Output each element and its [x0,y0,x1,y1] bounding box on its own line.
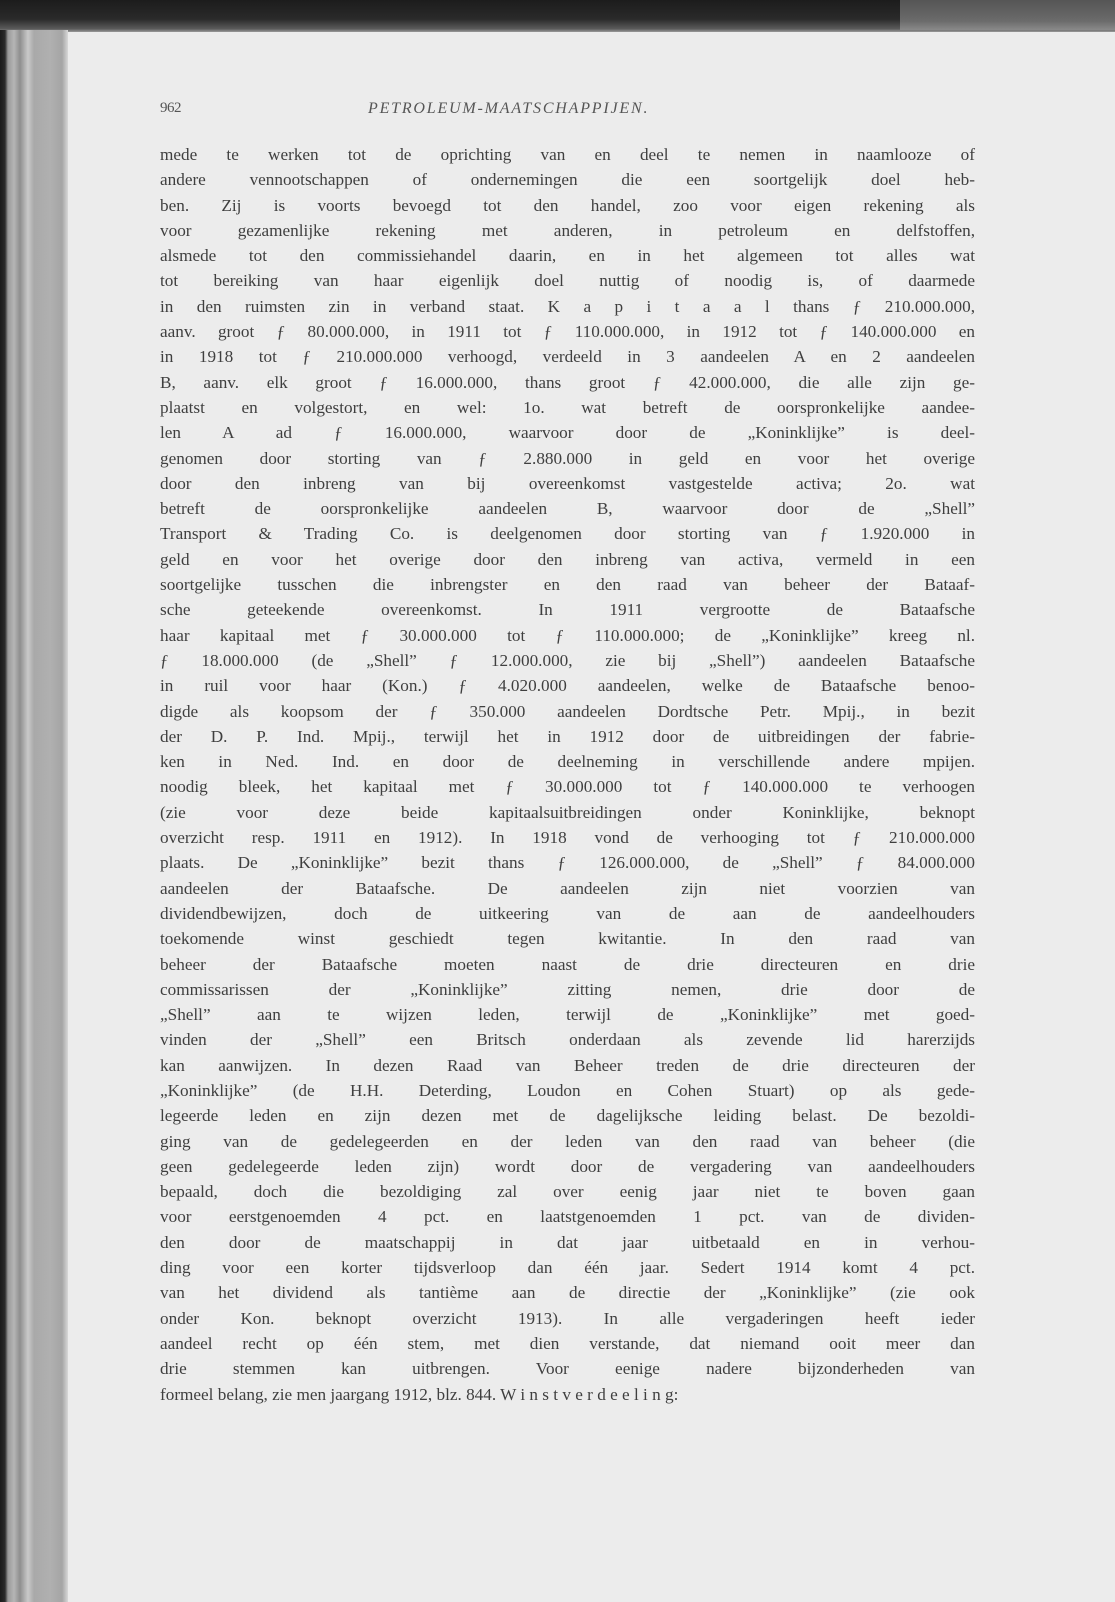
text-line: aandeelen der Bataafsche. De aandeelen zijn niet voorzien van [160,878,975,898]
text-line: haar kapitaal met ƒ 30.000.000 tot ƒ 110.000.000; de „Koninklijke” kreeg nl. [160,625,975,645]
text-line: der D. P. Ind. Mpij., terwijl het in 1912 door de uitbreidingen der fabrie- [160,726,975,746]
text-line: drie stemmen kan uitbrengen. Voor eenige nadere bijzonderheden van [160,1359,975,1379]
text-line: in 1918 tot ƒ 210.000.000 verhoogd, verdeeld in 3 aandeelen A en 2 aandeelen [160,347,975,367]
scan-top-edge-right [900,0,1115,30]
text-line: in ruil voor haar (Kon.) ƒ 4.020.000 aandeelen, welke de Bataafsche benoo- [160,676,975,696]
text-line: digde als koopsom der ƒ 350.000 aandeelen Dordtsche Petr. Mpij., in bezit [160,701,975,721]
text-line: commissarissen der „Koninklijke” zitting nemen, drie door de [160,979,975,999]
text-line: sche geteekende overeenkomst. In 1911 vergrootte de Bataafsche [160,600,975,620]
text-line: plaatst en volgestort, en wel: 1o. wat betreft de oorspronkelijke aandee- [160,397,975,417]
page-number: 962 [160,100,181,116]
text-line: „Koninklijke” (de H.H. Deterding, Loudon en Cohen Stuart) op als gede- [160,1080,975,1100]
text-line: „Shell” aan te wijzen leden, terwijl de „Koninklijke” met goed- [160,1005,975,1025]
text-line: onder Kon. beknopt overzicht 1913). In alle vergaderingen heeft ieder [160,1308,975,1328]
body-text [160,142,975,1407]
book-binding-edge [0,30,68,1602]
page-header [160,100,980,124]
text-line: voor eerstgenoemden 4 pct. en laatstgenoemden 1 pct. van de dividen- [160,1207,975,1227]
text-line: tot bereiking van haar eigenlijk doel nuttig of noodig is, of daarmede [160,271,975,291]
text-line: noodig bleek, het kapitaal met ƒ 30.000.000 tot ƒ 140.000.000 te verhoogen [160,777,975,797]
text-line: vinden der „Shell” een Britsch onderdaan als zevende lid harerzijds [160,1030,975,1050]
text-line: soortgelijke tusschen die inbrengster en den raad van beheer der Bataaf- [160,575,975,595]
text-line: ding voor een korter tijdsverloop dan één jaar. Sedert 1914 komt 4 pct. [160,1258,975,1278]
text-line: len A ad ƒ 16.000.000, waarvoor door de „Koninklijke” is deel- [160,423,975,443]
text-line: geld en voor het overige door den inbreng van activa, vermeld in een [160,549,975,569]
text-line: legeerde leden en zijn dezen met de dagelijksche leiding belast. De bezoldi- [160,1106,975,1126]
text-line: B, aanv. elk groot ƒ 16.000.000, thans groot ƒ 42.000.000, die alle zijn ge- [160,372,975,392]
text-line: genomen door storting van ƒ 2.880.000 in geld en voor het overige [160,448,975,468]
text-line: voor gezamenlijke rekening met anderen, in petroleum en delfstoffen, [160,220,975,240]
running-title: PETROLEUM-MAATSCHAPPIJEN. [368,100,650,117]
text-line: aandeel recht op één stem, met dien verstande, dat niemand ooit meer dan [160,1333,975,1353]
text-line: toekomende winst geschiedt tegen kwitantie. In den raad van [160,929,975,949]
text-line: betreft de oorspronkelijke aandeelen B, waarvoor door de „Shell” [160,499,975,519]
text-line: geen gedelegeerde leden zijn) wordt door de vergadering van aandeelhouders [160,1156,975,1176]
text-line: plaats. De „Koninklijke” bezit thans ƒ 126.000.000, de „Shell” ƒ 84.000.000 [160,853,975,873]
text-line: formeel belang, zie men jaargang 1912, blz. 844. W i n s t v e r d e e l i n g: [160,1384,679,1404]
text-line: ging van de gedelegeerden en der leden van den raad van beheer (die [160,1131,975,1151]
text-line: door den inbreng van bij overeenkomst vastgestelde activa; 2o. wat [160,473,975,493]
text-line: Transport & Trading Co. is deelgenomen door storting van ƒ 1.920.000 in [160,524,975,544]
text-line: den door de maatschappij in dat jaar uitbetaald en in verhou- [160,1232,975,1252]
text-line: mede te werken tot de oprichting van en deel te nemen in naamlooze of [160,145,975,164]
text-line: dividendbewijzen, doch de uitkeering van de aan de aandeelhouders [160,903,975,923]
text-line: andere vennootschappen of ondernemingen die een soortgelijk doel heb- [160,170,975,190]
text-line: in den ruimsten zin in verband staat. K a p i t a a l thans ƒ 210.000.000, [160,296,975,316]
text-line: (zie voor deze beide kapitaalsuitbreidingen onder Koninklijke, beknopt [160,802,975,822]
text-line: overzicht resp. 1911 en 1912). In 1918 vond de verhooging tot ƒ 210.000.000 [160,828,975,848]
text-line: van het dividend als tantième aan de directie der „Koninklijke” (zie ook [160,1283,975,1303]
text-line: alsmede tot den commissiehandel daarin, en in het algemeen tot alles wat [160,246,975,266]
text-line: ƒ 18.000.000 (de „Shell” ƒ 12.000.000, zie bij „Shell”) aandeelen Bataafsche [160,650,975,670]
text-line: ken in Ned. Ind. en door de deelneming in verschillende andere mpijen. [160,752,975,772]
text-line: ben. Zij is voorts bevoegd tot den handel, zoo voor eigen rekening als [160,195,975,215]
text-line: kan aanwijzen. In dezen Raad van Beheer treden de drie directeuren der [160,1055,975,1075]
text-line: bepaald, doch die bezoldiging zal over eenig jaar niet te boven gaan [160,1182,975,1202]
text-line: beheer der Bataafsche moeten naast de drie directeuren en drie [160,954,975,974]
text-line: aanv. groot ƒ 80.000.000, in 1911 tot ƒ 110.000.000, in 1912 tot ƒ 140.000.000 en [160,322,975,342]
